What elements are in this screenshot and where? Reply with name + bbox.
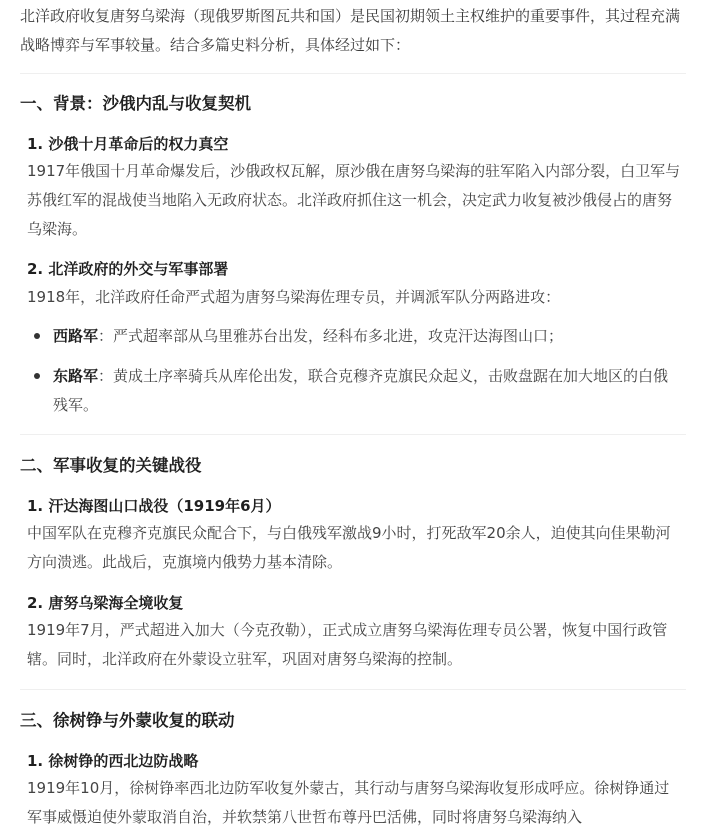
list-item-text: [53, 322, 682, 351]
subsection-heading: 1. 徐树铮的西北边防战略: [27, 752, 199, 770]
bullet-dot: [34, 333, 40, 339]
subsection-body: 1917年俄国十月革命爆发后，沙俄政权瓦解，原沙俄在唐努乌梁海的驻军陷入内部分裂，白卫军与苏俄红军的混战使当地陷入无政府状态。北洋政府抓住这一机会，决定武力收复被沙俄侵占的唐努乌梁海。: [27, 162, 681, 238]
list-item-content: ：黄成土序率骑兵从库伦出发，联合克穆齐克旗民众起义，击败盘踞在加大地区的白俄残军。: [53, 367, 669, 414]
divider: [20, 689, 686, 690]
divider: [20, 73, 686, 74]
intro-paragraph: 北洋政府收复唐努乌梁海（现俄罗斯图瓦共和国）是民国初期领土主权维护的重要事件，其过程充满战略博弈与军事较量。结合多篇史料分析，具体经过如下：: [20, 7, 681, 54]
list-item-text: [53, 362, 682, 420]
section-heading: 三、徐树铮与外蒙收复的联动: [20, 711, 235, 730]
subsection-heading: 1. 汗达海图山口战役（1919年6月）: [27, 497, 281, 515]
subsection-heading: 1. 沙俄十月革命后的权力真空: [27, 135, 229, 153]
subsection-body: 1919年7月，严式超进入加大（今克孜勒），正式成立唐努乌梁海佐理专员公署，恢复中国行政管辖。同时，北洋政府在外蒙设立驻军，巩固对唐努乌梁海的控制。: [27, 621, 668, 668]
subsection-heading: 2. 唐努乌梁海全境收复: [27, 594, 184, 612]
subsection-body: 1919年10月，徐树铮率西北边防军收复外蒙古，其行动与唐努乌梁海收复形成呼应。徐树铮通过军事威慑迫使外蒙取消自治，并软禁第八世哲布尊丹巴活佛，同时将唐努乌梁海纳入: [27, 779, 670, 826]
list-item-content: ：严式超率部从乌里雅苏台出发，经科布多北进，攻克汗达海图山口；: [98, 327, 564, 345]
bullet-dot: [34, 373, 40, 379]
section-heading: 一、背景：沙俄内乱与收复契机: [20, 94, 251, 113]
subsection-body: 中国军队在克穆齐克旗民众配合下，与白俄残军激战9小时，打死敌军20余人，迫使其向佳果勒河方向溃逃。此战后，克旗境内俄势力基本清除。: [27, 524, 671, 571]
section-heading: 二、军事收复的关键战役: [20, 456, 202, 475]
list-item: [34, 322, 682, 351]
subsection-body: 1918年，北洋政府任命严式超为唐努乌梁海佐理专员，并调派军队分两路进攻：: [27, 288, 561, 306]
divider: [20, 434, 686, 435]
subsection-heading: 2. 北洋政府的外交与军事部署: [27, 260, 229, 278]
list-item-label: 东路军: [53, 367, 99, 385]
list-item: [34, 362, 682, 420]
list-item-label: 西路军: [53, 327, 99, 345]
